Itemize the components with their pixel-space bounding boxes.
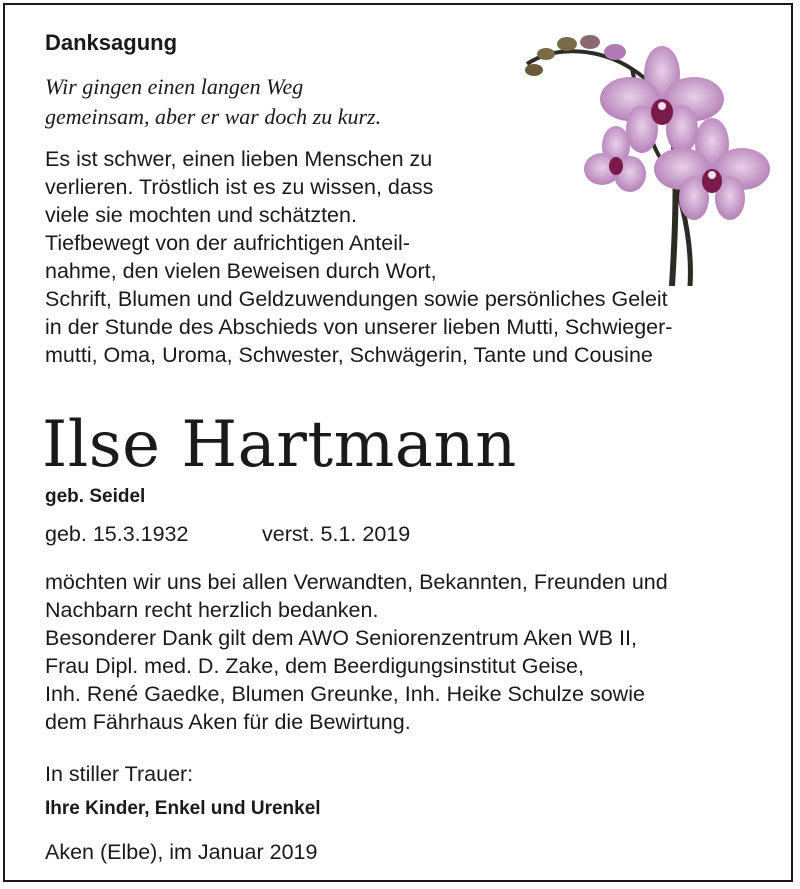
intro-line: viele sie mochten und schätzten. [45,203,357,227]
notice-heading: Danksagung [45,30,178,55]
memorial-quote [45,72,381,132]
death-date: verst. 5.1. 2019 [262,522,411,546]
mourning-line: In stiller Trauer: [45,762,194,786]
thanks-paragraph [45,568,668,736]
quote-line: gemeinsam, aber er war doch zu kurz. [45,104,382,129]
intro-line: mutti, Oma, Uroma, Schwester, Schwägerin, Tante und Cousine [45,343,653,367]
maiden-name: geb. Seidel [45,486,146,507]
thanks-line: dem Fährhaus Aken für die Bewirtung. [45,710,411,734]
intro-line: Es ist schwer, einen lieben Menschen zu [45,147,433,171]
intro-line: verlieren. Tröstlich ist es zu wissen, dass [45,175,434,199]
intro-line: nahme, den vielen Beweisen durch Wort, [45,259,437,283]
deceased-name: Ilse Hartmann [42,408,517,482]
thanks-line: Frau Dipl. med. D. Zake, dem Beerdigungsinstitut Geise, [45,654,584,678]
thanks-line: Nachbarn recht herzlich bedanken. [45,598,379,622]
intro-line: Schrift, Blumen und Geldzuwendungen sowie persönliches Geleit [45,287,668,311]
place-date: Aken (Elbe), im Januar 2019 [45,840,318,864]
signers: Ihre Kinder, Enkel und Urenkel [45,798,321,819]
thanks-line: Inh. René Gaedke, Blumen Greunke, Inh. Heike Schulze sowie [45,682,645,706]
quote-line: Wir gingen einen langen Weg [45,74,304,99]
orchid-icon [512,24,774,286]
intro-line: Tiefbewegt von der aufrichtigen Anteil- [45,231,410,255]
thanks-line: möchten wir uns bei allen Verwandten, Bekannten, Freunden und [45,570,668,594]
intro-line: in der Stunde des Abschieds von unserer lieben Mutti, Schwieger- [45,315,673,339]
thanks-line: Besonderer Dank gilt dem AWO Seniorenzentrum Aken WB II, [45,626,637,650]
birth-date: geb. 15.3.1932 [45,522,189,546]
